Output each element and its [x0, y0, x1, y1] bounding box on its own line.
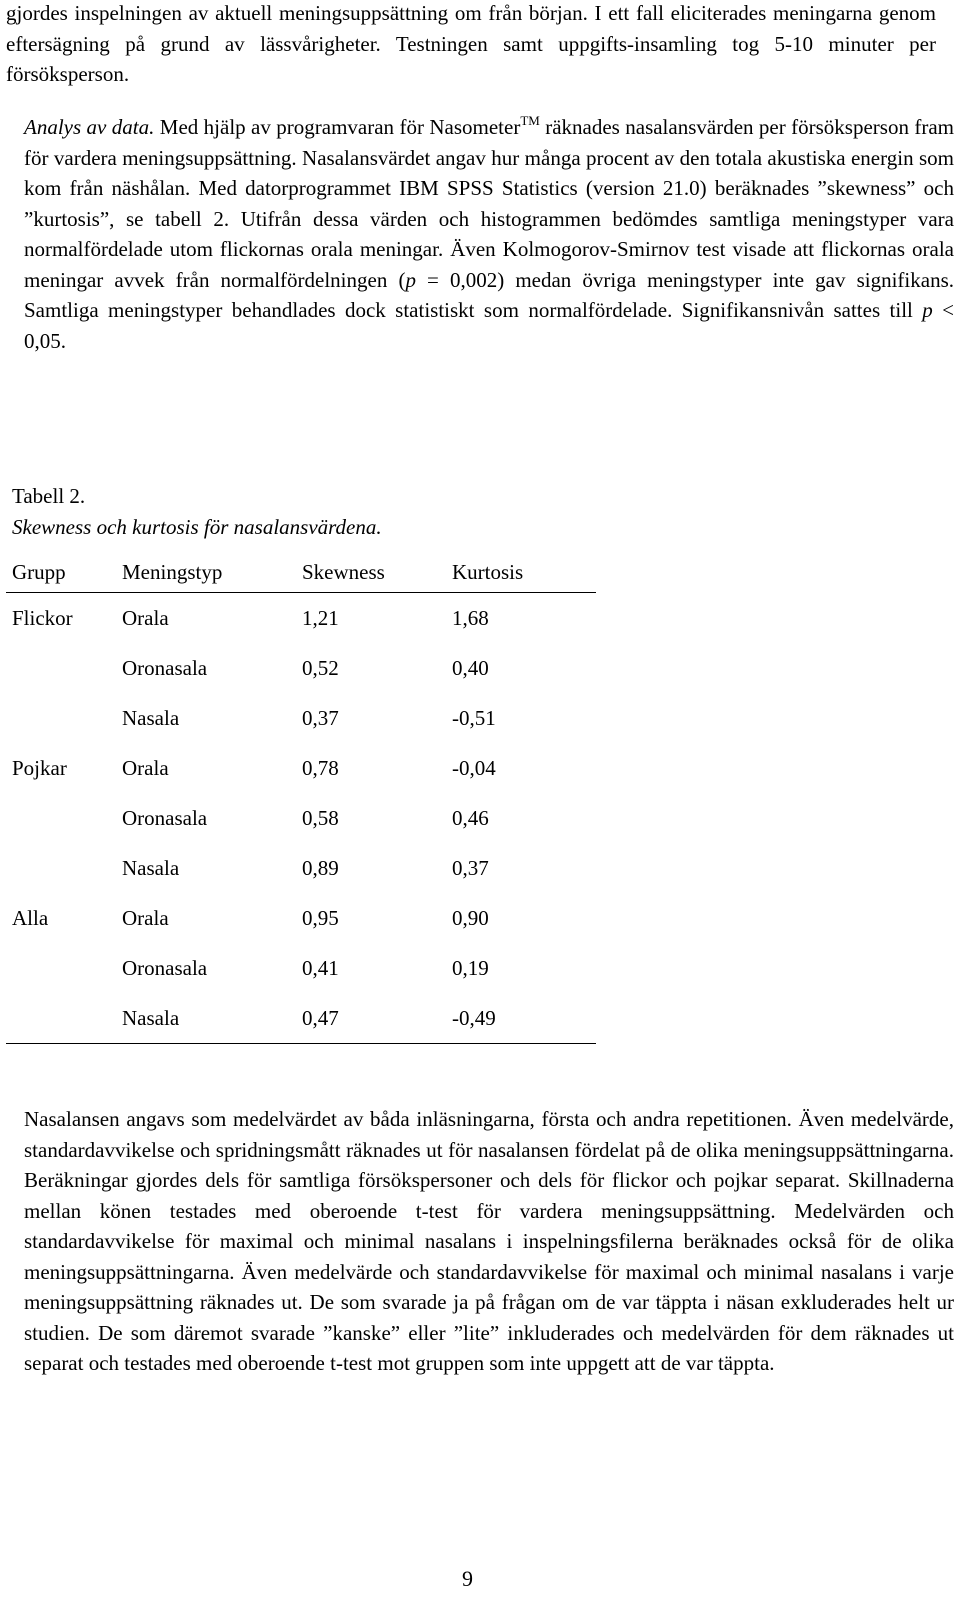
cell-meningstyp: Orala — [122, 905, 169, 930]
cell-meningstyp: Oronasala — [122, 655, 208, 680]
analysis-text-1: Med hjälp av programvaran för Nasometer — [154, 115, 521, 139]
table-row — [6, 743, 596, 793]
cell-kurtosis: -0,49 — [452, 993, 596, 1044]
analysis-heading: Analys av data. — [24, 115, 155, 139]
analysis-text-4: < 0,05. — [24, 298, 955, 353]
table-caption — [12, 481, 382, 543]
paragraph-nasalance: Nasalansen angavs som medelvärdet av båda inläsningarna, första och andra repetitionen. Även medelvärde, standardavvikelse och spridningsmått räknades ut för nasalansen fördelat på de olika meningsuppsättningarna. Beräkningar gjordes dels för samtliga försökspersoner och dels för flickor och pojkar separat. Skillnaderna mellan könen testades med oberoende t-test för vardera meningsuppsättning. Medelvärden och standardavvikelse för maximal och minimal nasalans i inspelningsfilerna beräknades också för de olika meningsuppsättningarna. Även medelvärde och standardavvikelse för maximal och minimal nasalans i varje meningsuppsättning räknades ut. De som svarade ja på frågan om de var täppta i näsan exkluderades helt ur studien. De som däremot svarade ”kanske” eller ”lite” inkluderades och medelvärden för dem räknades ut separat och testades med oberoende t-test mot gruppen som inte uppgett att de var täppta. — [24, 1107, 954, 1375]
cell-skewness: 0,78 — [302, 755, 339, 780]
cell-meningstyp: Oronasala — [122, 805, 208, 830]
table-label: Tabell 2. — [12, 484, 86, 508]
cell-kurtosis: 0,90 — [452, 905, 489, 930]
cell-meningstyp: Nasala — [122, 993, 302, 1044]
analysis-text-2: räknades nasalansvärden per försöksperson fram för vardera meningsuppsättning. Nasalansvärdet angav hur många procent av den totala akustiska energin som kom från näshålan. Med datorprogrammet IBM SPSS Statistics (version 21.0) beräknades ”skewness” och ”kurtosis”, se tabell 2. Utifrån dessa värden och histogrammen bedömdes samtliga meningstyper vara normalfördelade utom flickornas orala meningar. Även Kolmogorov-Smirnov test visade att flickornas orala meningar avvek från normalfördelningen ( — [24, 115, 954, 292]
cell-grupp — [6, 643, 122, 693]
cell-grupp — [6, 843, 122, 893]
paragraph-intro: gjordes inspelningen av aktuell meningsuppsättning om från början. I ett fall eliciterades meningarna genom eftersägning på grund av lässvårigheter. Testningen samt uppgifts-insamling tog 5-10 minuter per försöksperson. — [6, 1, 936, 86]
table-row — [6, 943, 596, 993]
cell-grupp: Pojkar — [12, 755, 67, 780]
cell-meningstyp: Orala — [122, 605, 169, 630]
analysis-text-3: = 0,002) medan övriga meningstyper inte gav signifikans. Samtliga meningstyper behandlades dock statistiskt som normalfördelade. Signifikansnivån sattes till — [24, 267, 954, 322]
cell-kurtosis: 0,46 — [452, 805, 489, 830]
p-symbol: p — [922, 298, 933, 322]
cell-skewness: 0,52 — [302, 655, 339, 680]
table-row — [6, 593, 596, 644]
table-row — [6, 693, 596, 743]
cell-grupp — [6, 993, 122, 1044]
cell-skewness: 0,58 — [302, 805, 339, 830]
cell-grupp: Alla — [12, 905, 49, 930]
cell-meningstyp: Orala — [122, 755, 169, 780]
cell-kurtosis: 0,19 — [452, 955, 489, 980]
cell-skewness: 0,47 — [302, 993, 452, 1044]
page-number: 9 — [462, 1566, 473, 1591]
header-kurtosis: Kurtosis — [452, 560, 596, 593]
cell-kurtosis: -0,04 — [452, 755, 496, 780]
table-row — [6, 793, 596, 843]
cell-kurtosis: 0,37 — [452, 855, 489, 880]
cell-grupp — [6, 793, 122, 843]
cell-grupp — [6, 943, 122, 993]
table-row — [6, 993, 596, 1044]
table-title: Skewness och kurtosis för nasalansvärdena. — [12, 515, 382, 539]
header-skewness: Skewness — [302, 560, 452, 593]
header-meningstyp: Meningstyp — [122, 560, 302, 593]
cell-skewness: 1,21 — [302, 605, 339, 630]
cell-kurtosis: 0,40 — [452, 655, 489, 680]
table-row — [6, 893, 596, 943]
table-header-row — [6, 560, 596, 593]
skewness-kurtosis-table — [6, 560, 596, 1044]
paragraph-analysis — [6, 112, 954, 356]
cell-grupp — [6, 693, 122, 743]
cell-meningstyp: Nasala — [122, 855, 180, 880]
cell-grupp: Flickor — [12, 605, 73, 630]
cell-kurtosis: -0,51 — [452, 705, 496, 730]
header-grupp: Grupp — [6, 560, 122, 593]
table-row — [6, 643, 596, 693]
cell-meningstyp: Nasala — [122, 705, 180, 730]
cell-kurtosis: 1,68 — [452, 605, 489, 630]
cell-skewness: 0,95 — [302, 905, 339, 930]
p-symbol: p — [405, 267, 416, 292]
cell-skewness: 0,89 — [302, 855, 339, 880]
trademark-superscript: TM — [520, 113, 540, 128]
cell-meningstyp: Oronasala — [122, 955, 208, 980]
cell-skewness: 0,41 — [302, 955, 339, 980]
table-row — [6, 843, 596, 893]
cell-skewness: 0,37 — [302, 705, 339, 730]
